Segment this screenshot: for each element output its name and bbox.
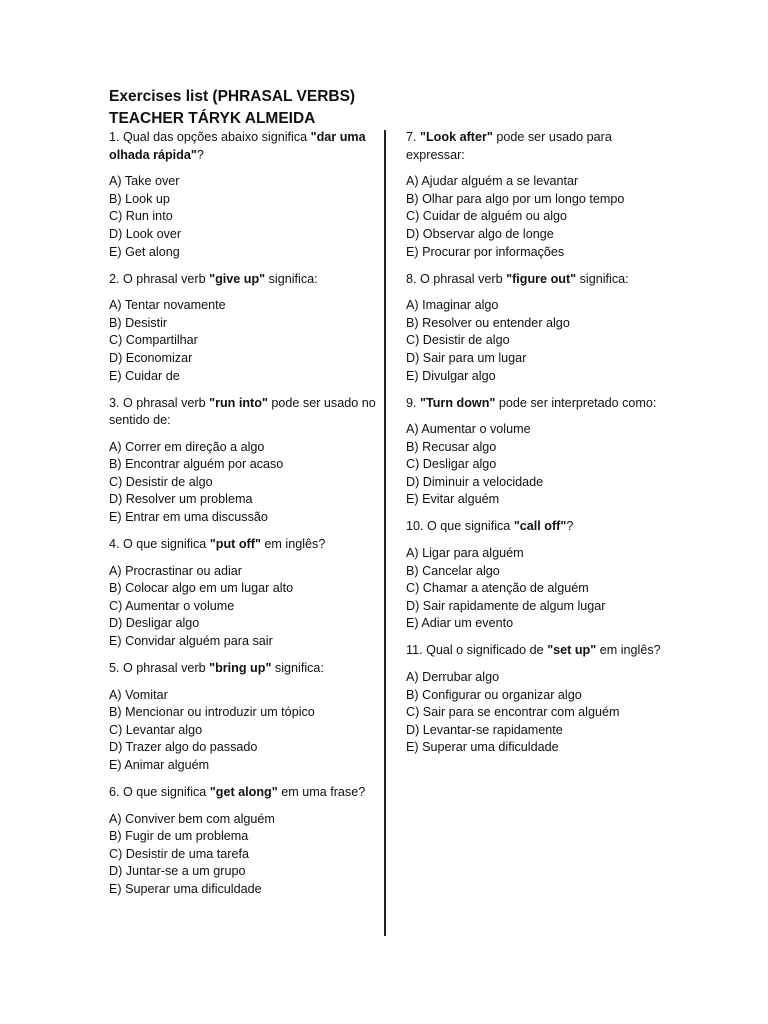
phrasal-verb-term: "Look after" xyxy=(420,130,493,144)
question-text: em uma frase? xyxy=(277,784,366,799)
question-text: 11. Qual o significado de xyxy=(406,643,548,658)
answer-option: C) Desistir de algo xyxy=(109,474,213,489)
answer-option: B) Colocar algo em um lugar alto xyxy=(109,581,294,596)
answer-option: E) Cuidar de xyxy=(109,368,180,383)
question-stem xyxy=(109,784,377,802)
answer-option: E) Procurar por informações xyxy=(406,244,565,259)
question-block xyxy=(109,129,377,261)
phrasal-verb-term: "set up" xyxy=(547,643,597,658)
question-text: 5. O phrasal verb xyxy=(109,661,210,675)
answer-option: E) Adiar um evento xyxy=(406,616,514,631)
answer-option: B) Configurar ou organizar algo xyxy=(406,687,582,702)
question-stem xyxy=(109,660,377,678)
answer-option: C) Run into xyxy=(109,209,173,224)
question-block xyxy=(109,660,377,775)
question-text: 8. O phrasal verb xyxy=(406,271,507,286)
question-text: pode ser usado no sentido de: xyxy=(109,395,376,428)
question-block xyxy=(406,518,668,633)
answer-option: E) Entrar em uma discussão xyxy=(109,510,268,525)
question-text: 6. O que significa xyxy=(109,784,210,799)
question-text: pode ser usado para expressar: xyxy=(406,130,612,162)
answer-option: C) Cuidar de alguém ou algo xyxy=(406,209,568,224)
answer-option: E) Animar alguém xyxy=(109,757,210,772)
right-column xyxy=(406,129,668,766)
column-divider xyxy=(384,130,386,936)
phrasal-verb-term: "get along" xyxy=(209,784,278,799)
answer-option: D) Trazer algo do passado xyxy=(109,740,258,755)
answer-option: D) Desligar algo xyxy=(109,616,200,631)
answer-option: A) Ligar para alguém xyxy=(406,546,524,561)
answer-option: D) Diminuir a velocidade xyxy=(406,474,544,489)
question-stem xyxy=(109,395,377,430)
answer-option: C) Levantar algo xyxy=(109,722,203,737)
answer-option: B) Mencionar ou introduzir um tópico xyxy=(109,705,315,720)
answer-option: D) Sair rapidamente de algum lugar xyxy=(406,598,606,613)
document-header xyxy=(109,86,355,130)
answer-option: D) Juntar-se a um grupo xyxy=(109,864,246,879)
answer-option: E) Evitar alguém xyxy=(406,492,500,507)
question-block xyxy=(406,642,668,757)
answer-option: A) Procrastinar ou adiar xyxy=(109,563,242,578)
answer-option: E) Superar uma dificuldade xyxy=(109,881,262,896)
question-stem xyxy=(406,518,668,536)
question-block xyxy=(109,536,377,651)
answer-option: A) Ajudar alguém a se levantar xyxy=(406,174,579,189)
answer-option: B) Olhar para algo por um longo tempo xyxy=(406,191,625,206)
question-stem xyxy=(109,536,377,554)
answer-option: B) Resolver ou entender algo xyxy=(406,315,570,330)
question-stem xyxy=(406,129,668,164)
phrasal-verb-term: "bring up" xyxy=(209,661,272,675)
question-text: 9. xyxy=(406,395,421,410)
answer-option: B) Desistir xyxy=(109,315,168,330)
answer-option: D) Observar algo de longe xyxy=(406,226,554,241)
question-text: ? xyxy=(196,147,204,162)
answer-option: A) Correr em direção a algo xyxy=(109,439,265,454)
question-block xyxy=(406,129,668,261)
question-text: 3. O phrasal verb xyxy=(109,395,210,410)
question-text: 1. Qual das opções abaixo significa xyxy=(109,130,311,144)
left-column xyxy=(109,129,377,908)
question-text: significa: xyxy=(271,661,324,675)
teacher-name: TEACHER TÁRYK ALMEIDA xyxy=(109,110,316,127)
answer-option: D) Look over xyxy=(109,226,182,241)
answer-option: C) Desistir de algo xyxy=(406,333,510,348)
answer-option: A) Derrubar algo xyxy=(406,670,500,684)
answer-option: C) Desistir de uma tarefa xyxy=(109,846,249,861)
answer-option: A) Tentar novamente xyxy=(109,298,226,313)
answer-option: B) Look up xyxy=(109,191,170,206)
question-stem xyxy=(109,271,377,289)
phrasal-verb-term: "dar uma olhada rápida" xyxy=(109,130,366,162)
question-text: em inglês? xyxy=(596,643,661,658)
phrasal-verb-term: "Turn down" xyxy=(420,395,496,410)
answer-option: E) Get along xyxy=(109,244,180,259)
phrasal-verb-term: "figure out" xyxy=(506,271,577,286)
answer-option: A) Vomitar xyxy=(109,687,168,702)
answer-option: A) Take over xyxy=(109,174,180,189)
answer-option: D) Resolver um problema xyxy=(109,492,253,507)
question-block xyxy=(406,271,668,386)
question-text: significa: xyxy=(576,271,629,286)
answer-option: B) Cancelar algo xyxy=(406,563,500,578)
question-stem xyxy=(406,642,668,660)
answer-option: B) Encontrar alguém por acaso xyxy=(109,457,284,472)
answer-option: A) Conviver bem com alguém xyxy=(109,811,275,826)
answer-option: C) Chamar a atenção de alguém xyxy=(406,581,589,596)
answer-option: E) Divulgar algo xyxy=(406,368,496,383)
question-text: 7. xyxy=(406,130,421,144)
answer-option: D) Economizar xyxy=(109,350,193,365)
answer-option: E) Superar uma dificuldade xyxy=(406,740,559,755)
question-block xyxy=(109,784,377,899)
phrasal-verb-term: "put off" xyxy=(209,537,261,552)
question-text: ? xyxy=(566,519,574,534)
answer-option: C) Sair para se encontrar com alguém xyxy=(406,705,620,720)
answer-option: D) Levantar-se rapidamente xyxy=(406,722,563,737)
question-text: significa: xyxy=(265,271,318,286)
question-block xyxy=(406,395,668,510)
answer-option: A) Imaginar algo xyxy=(406,298,499,313)
phrasal-verb-term: "give up" xyxy=(209,271,266,286)
question-stem xyxy=(109,129,377,164)
question-text: pode ser interpretado como: xyxy=(495,395,657,410)
question-text: 2. O phrasal verb xyxy=(109,271,210,286)
answer-option: B) Recusar algo xyxy=(406,439,497,454)
question-block xyxy=(109,395,377,527)
question-text: 4. O que significa xyxy=(109,537,210,552)
question-block xyxy=(109,271,377,386)
phrasal-verb-term: "run into" xyxy=(209,395,268,410)
question-text: 10. O que significa xyxy=(406,519,514,534)
question-stem xyxy=(406,395,668,413)
page-title: Exercises list (PHRASAL VERBS) xyxy=(109,88,356,105)
answer-option: B) Fugir de um problema xyxy=(109,829,249,844)
phrasal-verb-term: "call off" xyxy=(513,519,567,534)
answer-option: C) Compartilhar xyxy=(109,333,198,348)
answer-option: C) Aumentar o volume xyxy=(109,598,235,613)
answer-option: A) Aumentar o volume xyxy=(406,422,531,437)
answer-option: D) Sair para um lugar xyxy=(406,350,527,365)
question-text: em inglês? xyxy=(260,537,326,552)
answer-option: E) Convidar alguém para sair xyxy=(109,634,273,649)
answer-option: C) Desligar algo xyxy=(406,457,497,472)
question-stem xyxy=(406,271,668,289)
